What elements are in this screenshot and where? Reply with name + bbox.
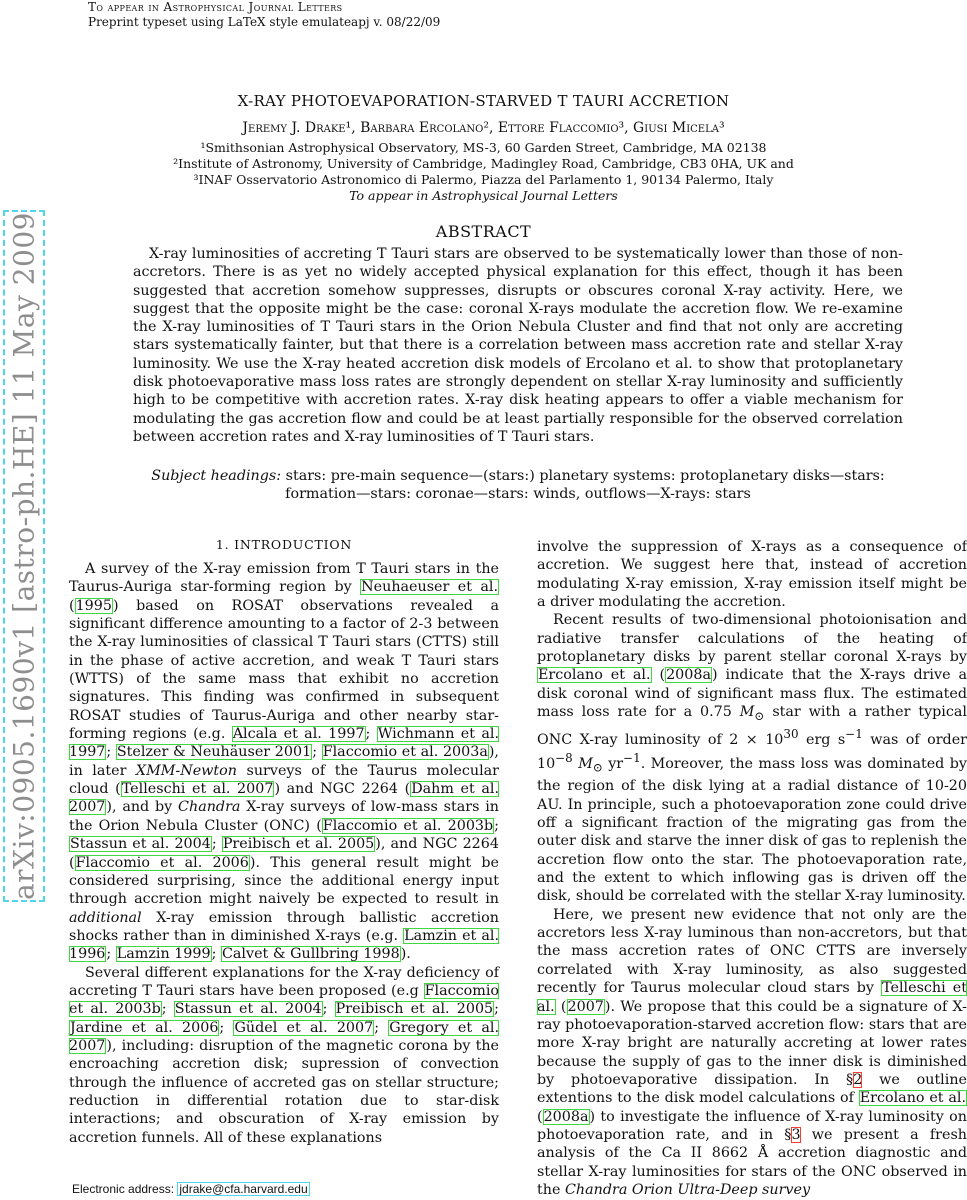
citation-link[interactable]: Lamzin 1999 bbox=[116, 946, 211, 963]
citation-link[interactable]: Alcala et al. 1997 bbox=[232, 726, 365, 743]
citation-link[interactable]: Flaccomio et al. 2003a bbox=[322, 744, 488, 761]
citation-link[interactable]: Preibisch et al. 2005 bbox=[222, 836, 375, 853]
intro-paragraph-4: Here, we present new evidence that not only are the accretors less X-ray luminous than non-accretors, but that the mass accretion rates of ONC CTTS are inversely correlated with X-ray luminosity, as also suggested recently for Taurus molecular cloud stars by Telleschi et al. (2007). We propose that this could be a signature of X-ray photoevaporation-starved accretion flow: stars that are more X-ray bright are naturally accreting at lower rates because the supply of gas to the inner disk is diminished by photoevaporative dissipation. In §2 we outline extentions to the disk model calculations of Ercolano et al. (2008a) to investigate the influence of X-ray luminosity on photoevaporation rate, and in §3 we present a fresh analysis of the Ca II 8662 Å accretion diagnostic and stellar X-ray luminosities for stars of the ONC observed in the Chandra Orion Ultra-Deep survey bbox=[537, 906, 967, 1198]
affiliation-2: ²Institute of Astronomy, University of Cambridge, Madingley Road, Cambridge, CB3 0HA, UK and bbox=[173, 156, 794, 171]
section-ref-link[interactable]: 2 bbox=[853, 1071, 863, 1088]
citation-link[interactable]: 1995 bbox=[75, 597, 112, 614]
paper-title: X-RAY PHOTOEVAPORATION-STARVED T TAURI ACCRETION bbox=[237, 92, 730, 110]
citation-link[interactable]: Flaccomio et al. 2003b bbox=[69, 982, 499, 1018]
abstract-text: X-ray luminosities of accreting T Tauri stars are observed to be systematically lower than those of non-accretors. There is as yet no widely accepted physical explanation for this effect, though it has been suggested that accretion somehow suppresses, disrupts or obscures coronal X-ray activity. Here, we suggest that the opposite might be the case: coronal X-rays modulate the accretion flow. We re-examine the X-ray luminosities of T Tauri stars in the Orion Nebula Cluster and find that not only are accreting stars systematically fainter, but that there is a correlation between mass accretion rate and stellar X-ray luminosity. We use the X-ray heated accretion disk models of Ercolano et al. to show that protoplanetary disk photoevaporative mass loss rates are strongly dependent on stellar X-ray luminosity and sufficiently high to be competitive with accretion rates. X-ray disk heating appears to offer a viable mechanism for modulating the gas accretion flow and could be at least partially responsible for the observed correlation between accretion rates and X-ray luminosities of T Tauri stars. bbox=[133, 246, 903, 445]
section-heading-introduction: 1. INTRODUCTION bbox=[215, 537, 353, 552]
abstract-heading: ABSTRACT bbox=[435, 222, 532, 241]
citation-link[interactable]: Telleschi et al. bbox=[537, 980, 967, 1015]
subject-label: Subject headings: bbox=[151, 468, 282, 484]
affiliation-1: ¹Smithsonian Astrophysical Observatory, MS-3, 60 Garden Street, Cambridge, MA 02138 bbox=[200, 140, 767, 155]
citation-link[interactable]: Neuhaeuser et al. bbox=[361, 579, 498, 596]
body-column-right bbox=[537, 538, 967, 1199]
citation-link[interactable]: 2008a bbox=[666, 667, 711, 684]
typeset-line: Preprint typeset using LaTeX style emulateapj v. 08/22/09 bbox=[88, 15, 441, 29]
subject-text: stars: pre-main sequence—(stars:) planetary systems: protoplanetary disks—stars: formation—stars: coronae—stars: winds, outflows—X-rays: stars bbox=[285, 468, 885, 503]
citation-link[interactable]: Stassun et al. 2004 bbox=[174, 1001, 322, 1018]
citation-link[interactable]: Preibisch et al. 2005 bbox=[335, 1001, 494, 1018]
footnote bbox=[72, 1182, 310, 1196]
citation-link[interactable]: Jardine et al. 2006 bbox=[70, 1019, 219, 1036]
preprint-header bbox=[88, 0, 440, 30]
citation-link[interactable]: 2007 bbox=[567, 998, 604, 1015]
journal-line: To appear in Astrophysical Journal Letters bbox=[88, 0, 343, 14]
arxiv-stamp-link[interactable] bbox=[3, 210, 45, 902]
appear-note: To appear in Astrophysical Journal Letters bbox=[349, 188, 618, 203]
citation-link[interactable]: Gregory et al. 2007 bbox=[69, 1019, 499, 1054]
intro-paragraph-2-cont: involve the suppression of X-rays as a consequence of accretion. We suggest here that, instead of accretion modulating X-ray emission, X-ray emission itself might be a driver modulating the accretion. bbox=[537, 539, 967, 611]
footnote-label: Electronic address: bbox=[72, 1182, 175, 1196]
citation-link[interactable]: Calvet & Gullbring 1998 bbox=[221, 946, 400, 963]
section-ref-link[interactable]: 3 bbox=[791, 1126, 801, 1143]
citation-link[interactable]: Lamzin et al. 1996 bbox=[69, 927, 499, 963]
citation-link[interactable]: Ercolano et al. bbox=[538, 667, 651, 684]
intro-paragraph-2: Several different explanations for the X-ray deficiency of accreting T Tauri stars have been proposed (e.g Flaccomio et al. 2003b; Stassun et al. 2004; Preibisch et al. 2005; Jardine et al. 2006; Güdel et al. 2007; Gregory et al. 2007), including: disruption of the magnetic corona by the encroaching accretion disk; supression of convection through the influence of accreted gas on stellar structure; reduction in differential rotation due to star-disk interactions; and obscuration of X-ray emission by accretion funnels. All of these explanations bbox=[69, 964, 499, 1146]
citation-link[interactable]: Ercolano et al. bbox=[859, 1090, 966, 1107]
citation-link[interactable]: Flaccomio et al. 2006 bbox=[75, 854, 249, 871]
intro-paragraph-3: Recent results of two-dimensional photoionisation and radiative transfer calculations of the heating of protoplanetary disks by parent stellar coronal X-rays by Ercolano et al. (2008a) indicate that the X-rays drive a disk coronal wind of significant mass flux. The estimated mass loss rate for a 0.75 $M_⊙$ star with a rather typical ONC X-ray luminosity of $2 \times 10^{30}$ erg $s^{-1}$ was of order $10^{-8}$ $M_⊙$ $yr^{-1}$. Moreover, the mass loss was dominated by the region of the disk lying at a radial distance of 10-20 AU. In principle, such a photoevaporation zone could drive off a significant fraction of the migrating gas from the outer disk and starve the inner disk of gas to replenish the accretion flow onto the star. The photoevaporation rate, and the extent to which inflowing gas is driven off the disk, should be correlated with the stellar X-ray luminosity. bbox=[537, 612, 967, 905]
arxiv-stamp-text: arXiv:0905.1690v1 [astro-ph.HE] 11 May 2009 bbox=[7, 211, 41, 901]
citation-link[interactable]: 2008a bbox=[543, 1108, 589, 1125]
author-list: Jeremy J. Drake¹, Barbara Ercolano², Ettore Flaccomio³, Giusi Micela³ bbox=[242, 120, 725, 136]
email-link[interactable]: jdrake@cfa.harvard.edu bbox=[179, 1182, 308, 1196]
subject-headings bbox=[133, 467, 903, 504]
citation-link[interactable]: Flaccomio et al. 2003b bbox=[322, 817, 494, 834]
citation-link[interactable]: Güdel et al. 2007 bbox=[234, 1019, 374, 1036]
affiliations bbox=[0, 140, 967, 204]
citation-link[interactable]: Stassun et al. 2004 bbox=[70, 836, 211, 853]
body-column-left bbox=[69, 560, 499, 1147]
citation-link[interactable]: Wichmann et al. 1997 bbox=[69, 726, 499, 761]
citation-link[interactable]: Dahm et al. 2007 bbox=[69, 781, 500, 816]
citation-link[interactable]: Stelzer & Neuhäuser 2001 bbox=[116, 744, 312, 761]
intro-paragraph-1: A survey of the X-ray emission from T Tauri stars in the Taurus-Auriga star-forming region by Neuhaeuser et al. (1995) based on ROSAT observations revealed a significant difference amounting to a factor of 2-3 between the X-ray luminosities of classical T Tauri stars (CTTS) still in the phase of active accretion, and weak T Tauri stars (WTTS) of the same mass that exhibit no accretion signatures. This finding was confirmed in subsequent ROSAT studies of Taurus-Auriga and other nearby star-forming regions (e.g. Alcala et al. 1997; Wichmann et al. 1997; Stelzer & Neuhäuser 2001; Flaccomio et al. 2003a), in later XMM-Newton surveys of the Taurus molecular cloud (Telleschi et al. 2007) and NGC 2264 (Dahm et al. 2007), and by Chandra X-ray surveys of low-mass stars in the Orion Nebula Cluster (ONC) (Flaccomio et al. 2003b; Stassun et al. 2004; Preibisch et al. 2005), and NGC 2264 (Flaccomio et al. 2006). This general result might be considered surprising, since the additional energy input through accretion might naively be expected to result in additional X-ray emission through ballistic accretion shocks rather than in diminished X-rays (e.g. Lamzin et al. 1996; Lamzin 1999; Calvet & Gullbring 1998). bbox=[69, 561, 500, 963]
citation-link[interactable]: Telleschi et al. 2007 bbox=[121, 781, 274, 798]
affiliation-3: ³INAF Osservatorio Astronomico di Palermo, Piazza del Parlamento 1, 90134 Palermo, Italy bbox=[193, 172, 774, 187]
